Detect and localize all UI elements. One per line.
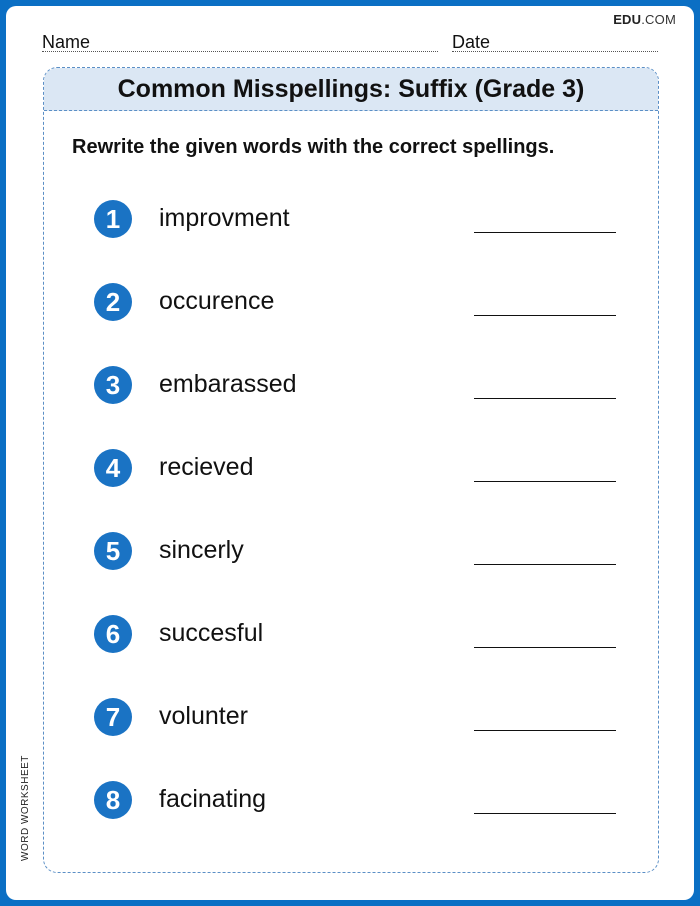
worksheet-frame xyxy=(43,67,659,873)
side-category-label: WORD WORKSHEET xyxy=(20,755,31,861)
item-number-badge: 6 xyxy=(94,615,132,653)
date-label: Date xyxy=(452,32,491,52)
date-field[interactable] xyxy=(452,51,658,52)
item-number-badge: 4 xyxy=(94,449,132,487)
misspelled-word: embarassed xyxy=(159,370,297,398)
list-item xyxy=(44,198,658,242)
list-item xyxy=(44,530,658,574)
item-number-badge: 3 xyxy=(94,366,132,404)
answer-blank[interactable] xyxy=(474,398,616,399)
list-item xyxy=(44,779,658,823)
misspelled-word: sincerly xyxy=(159,536,244,564)
item-number-badge: 5 xyxy=(94,532,132,570)
list-item xyxy=(44,281,658,325)
answer-blank[interactable] xyxy=(474,730,616,731)
misspelled-word: recieved xyxy=(159,453,254,481)
misspelled-word: volunter xyxy=(159,702,248,730)
answer-blank[interactable] xyxy=(474,481,616,482)
item-number-badge: 1 xyxy=(94,200,132,238)
answer-blank[interactable] xyxy=(474,232,616,233)
misspelled-word: improvment xyxy=(159,204,290,232)
brand-suffix: .COM xyxy=(641,12,676,27)
worksheet-title: Common Misspellings: Suffix (Grade 3) xyxy=(117,74,585,103)
name-date-row xyxy=(42,32,662,56)
answer-blank[interactable] xyxy=(474,647,616,648)
instruction-text: Rewrite the given words with the correct spellings. xyxy=(72,136,555,158)
title-bar xyxy=(44,68,658,111)
item-number-badge: 2 xyxy=(94,283,132,321)
misspelled-word: facinating xyxy=(159,785,267,813)
answer-blank[interactable] xyxy=(474,564,616,565)
answer-blank[interactable] xyxy=(474,813,616,814)
item-number-badge: 8 xyxy=(94,781,132,819)
name-label: Name xyxy=(42,32,91,52)
brand-main: EDU xyxy=(613,12,642,27)
answer-blank[interactable] xyxy=(474,315,616,316)
list-item xyxy=(44,364,658,408)
list-item xyxy=(44,447,658,491)
name-field[interactable] xyxy=(42,51,438,52)
list-item xyxy=(44,696,658,740)
item-number-badge: 7 xyxy=(94,698,132,736)
brand-logo xyxy=(613,12,676,27)
misspelled-word: occurence xyxy=(159,287,275,315)
worksheet-page xyxy=(6,6,694,900)
list-item xyxy=(44,613,658,657)
misspelled-word: succesful xyxy=(159,619,264,647)
